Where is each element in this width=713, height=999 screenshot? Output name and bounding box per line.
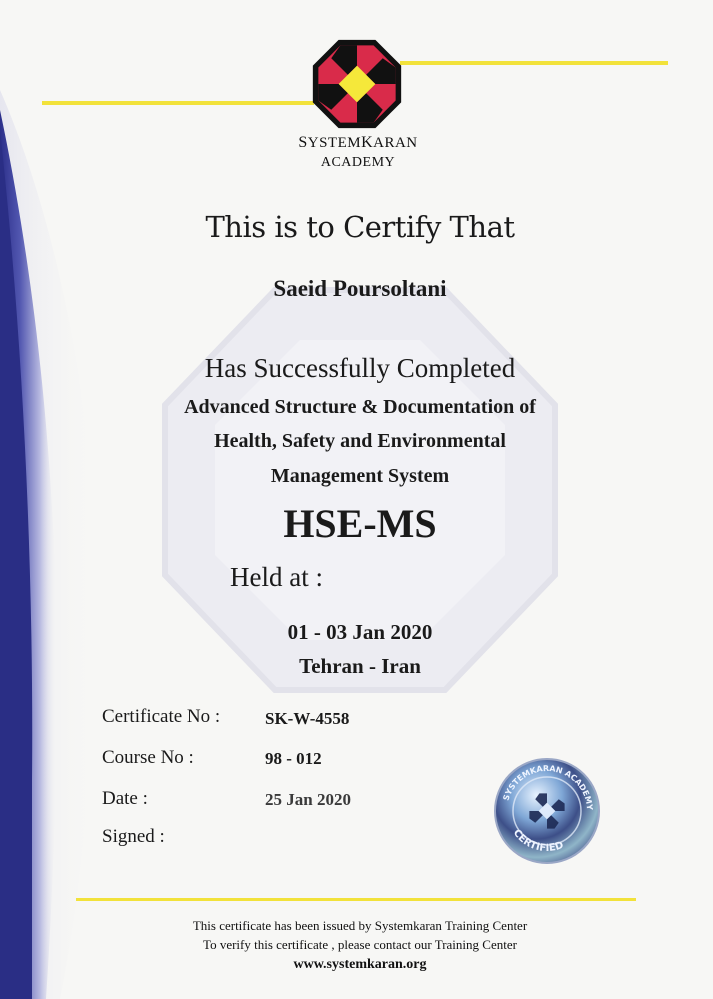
bottom-yellow-rule [76,898,636,901]
date-label: Date : [102,788,148,809]
certificate-no-value: SK-W-4558 [265,709,350,728]
brand-name-part2: ARAN [373,135,418,151]
course-no-label: Course No : [102,747,194,768]
held-at-label: Held at : [230,562,323,592]
brand-name-k: K [361,134,374,151]
footer-verify-text: To verify this certificate , please contact our Training Center [203,937,517,952]
certificate-no-label: Certificate No : [102,706,221,727]
signed-label: Signed : [102,826,165,847]
certify-heading: This is to Certify That [205,210,515,244]
date-value: 25 Jan 2020 [265,790,351,809]
top-left-yellow-rule [42,101,314,105]
footer-issued-text: This certificate has been issued by Systemkaran Training Center [192,918,528,933]
completed-text: Has Successfully Completed [204,353,516,383]
brand-name-initial: S [298,134,308,151]
recipient-name: Saeid Poursoltani [273,276,447,301]
top-right-yellow-rule [400,61,668,65]
course-no-value: 98 - 012 [265,749,322,768]
course-dates: 01 - 03 Jan 2020 [287,620,433,644]
brand-name [200,134,516,152]
footer-website-link[interactable]: www.systemkaran.org [293,957,427,972]
seal-ring-text: SYSTEMKARAN ACADEMY [501,763,595,811]
systemkaran-logo-icon [311,38,403,130]
seal-stamp-text: CERTIFIED [510,827,566,855]
course-title-line-2: Health, Safety and Environmental [214,430,506,452]
course-acronym: HSE-MS [283,501,437,546]
brand-name-part1: YSTEM [307,135,362,151]
course-location: Tehran - Iran [299,654,421,678]
course-title-line-3: Management System [270,465,450,487]
course-title-line-1: Advanced Structure & Documentation of [184,396,536,418]
hologram-seal-icon [493,757,601,865]
brand-subtitle: ACADEMY [320,155,396,170]
